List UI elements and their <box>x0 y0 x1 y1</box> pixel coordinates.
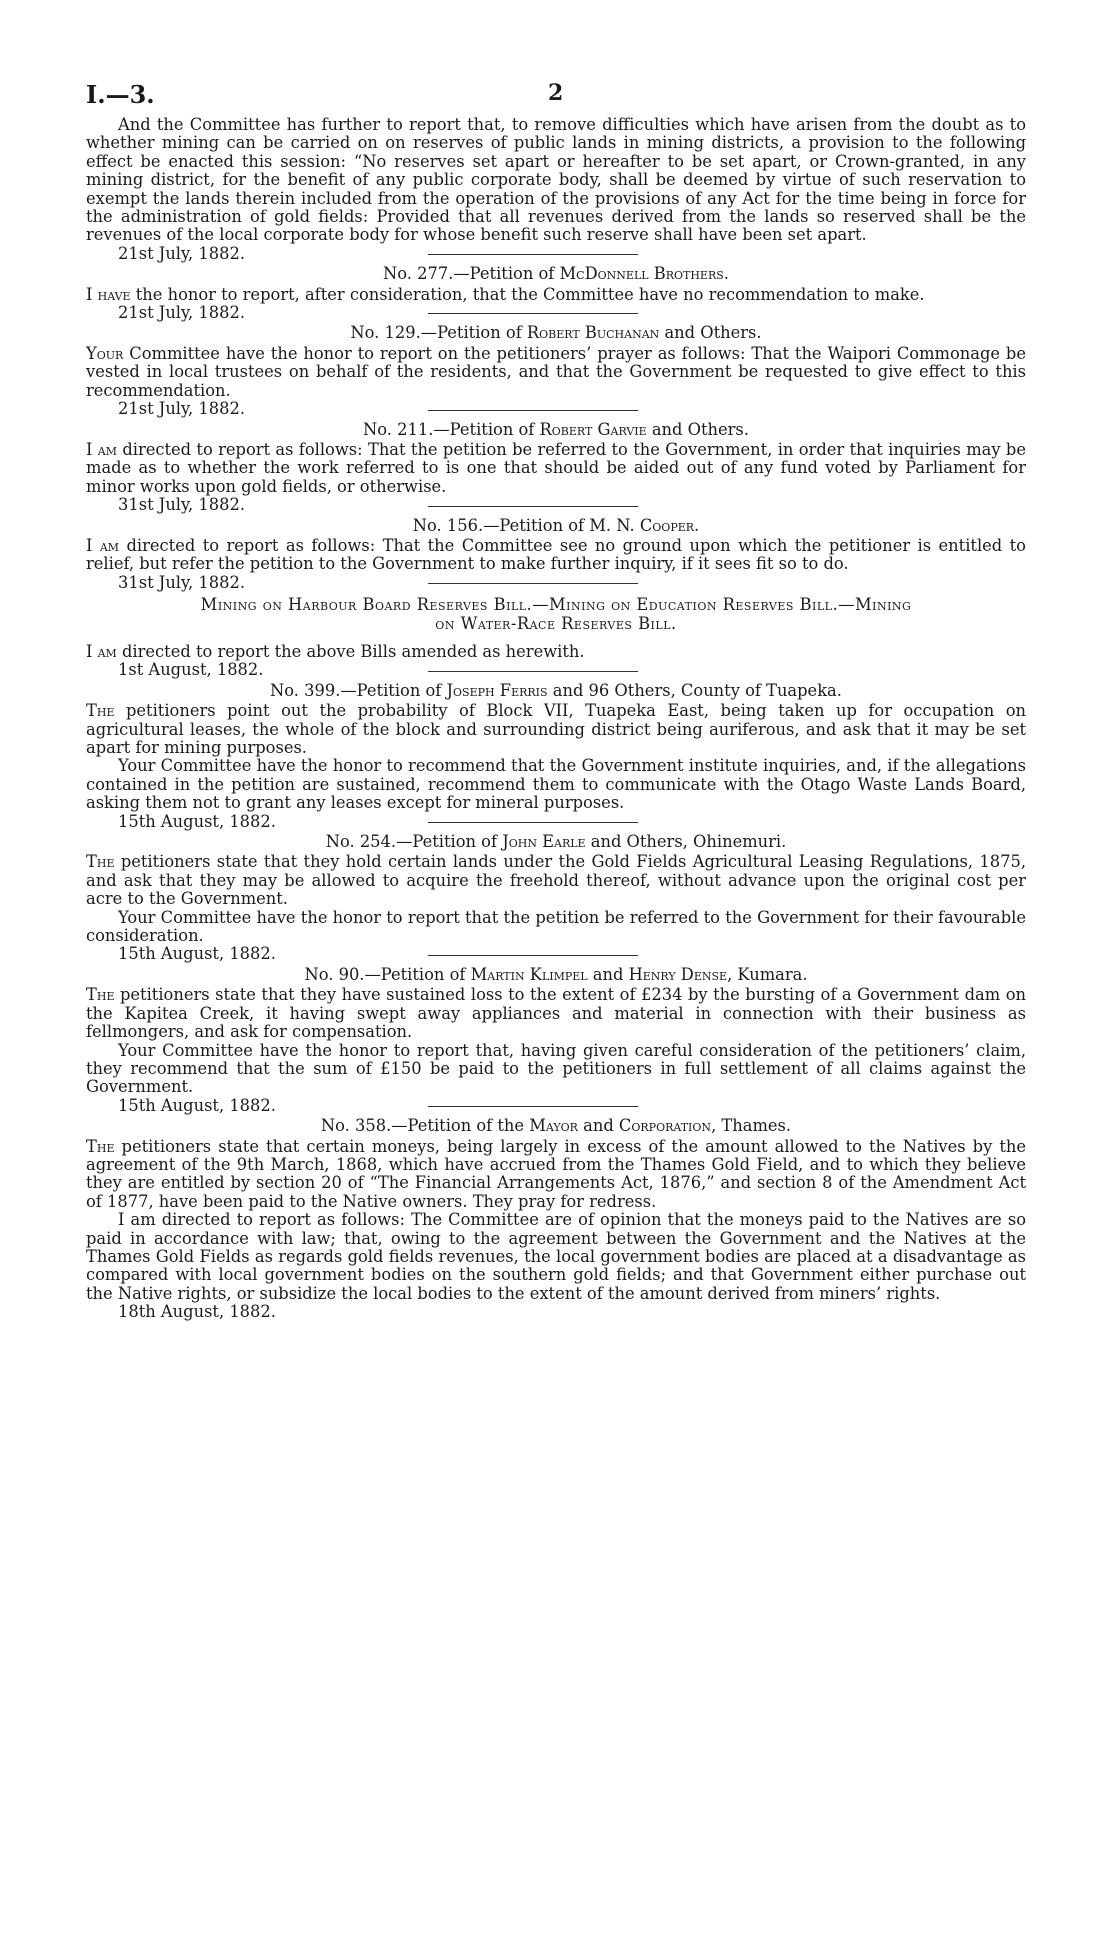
paragraph-body: petitioners state that certain moneys, being largely in excess of the amount allowed to the Natives by the agreement of the 9th March, 1868, which have accrued from the Thames Gold Field, and to which they believe they are entitled by section 20 of “The Financial Arrangements Act, 1876,” and section 8 of the Amendment Act of 1877, have been paid to the Native owners. They pray for redress. <box>86 1136 1026 1211</box>
petition-paragraph <box>86 853 1026 908</box>
section-rule <box>428 583 638 584</box>
petition-number: No. 277.—Petition of <box>383 264 560 284</box>
paragraph-lead: I have <box>86 284 131 304</box>
petition-heading <box>86 682 1026 700</box>
petition-number: No. 90.—Petition of <box>304 964 471 984</box>
paragraph-lead: The <box>86 1136 115 1156</box>
petition-date: 18th August, 1882. <box>118 1302 276 1322</box>
section-rule <box>428 410 638 411</box>
petition-paragraph <box>86 441 1026 496</box>
section-rule <box>428 671 638 672</box>
paragraph-body: the honor to report, after consideration, that the Committee have no recommendation to make. <box>130 284 925 304</box>
petition-heading-suffix: , Thames. <box>711 1116 792 1136</box>
paragraph-lead: The <box>86 701 115 721</box>
petition-section <box>86 832 1026 964</box>
petition-heading-joiner: and <box>587 964 629 984</box>
petition-heading-joiner: and <box>577 1116 619 1136</box>
section-rule <box>428 955 638 956</box>
paragraph-body: petitioners state that they have sustained loss to the extent of £234 by the bursting of a Government dam on the Kapitea Creek, it having swept away appliances and material in connection with their business as fellmongers, and ask for compensation. <box>86 985 1026 1042</box>
petition-date: 21st July, 1882. <box>118 399 246 419</box>
page-header <box>86 80 1026 116</box>
document-body <box>86 116 1026 1322</box>
petition-heading <box>86 833 1026 851</box>
intro-date: 21st July, 1882. <box>118 243 246 263</box>
petitioner-name: Martin Klimpel <box>470 964 588 984</box>
committee-report-paragraph: I am directed to report as follows: The Committee are of opinion that the moneys paid to the Natives are so paid in accordance with law; that, owing to the agreement between the Government and the Natives at the Thames Gold Fields as regards gold fields revenues, the local government bodies are placed at a disadvantage as compared with local government bodies on the southern gold fields; and that Government either purchase out the Native rights, or subsidize the local bodies to the extent of the amount derived from miners’ rights. <box>86 1210 1026 1303</box>
petition-section <box>86 323 1026 419</box>
petition-section <box>86 419 1026 515</box>
petition-paragraph <box>86 702 1026 757</box>
paragraph-lead: The <box>86 852 115 872</box>
petition-section <box>86 964 1026 1115</box>
petition-heading-suffix: . <box>723 264 729 284</box>
bills-heading <box>86 596 1026 633</box>
petition-number: No. 358.—Petition of the <box>320 1116 530 1136</box>
section-rule <box>428 313 638 314</box>
petition-section <box>86 1117 1026 1321</box>
page-number: 2 <box>548 80 564 106</box>
section-rule <box>428 1106 638 1107</box>
petitions-list <box>86 682 1026 1322</box>
petition-paragraph <box>86 345 1026 400</box>
petition-number: No. 156.—Petition of <box>412 515 590 535</box>
petition-heading-suffix: , Kumara. <box>727 964 808 984</box>
petition-heading-suffix: and Others. <box>646 419 749 439</box>
petitioner-name: Robert Garvie <box>539 419 647 439</box>
petition-paragraph <box>86 286 1026 304</box>
petition-heading <box>86 421 1026 439</box>
bills-paragraph <box>86 643 1026 661</box>
section-rule <box>428 822 638 823</box>
paragraph-body: directed to report as follows: That the Committee see no ground upon which the petitioner is entitled to relief, but refer the petition to the Government to make further inquiry, if it sees fit so to do. <box>86 535 1026 574</box>
petition-paragraph <box>86 537 1026 574</box>
paragraph-body: directed to report as follows: That the petition be referred to the Government, in order that inquiries may be made as to whether the work referred to is one that should be aided out of any fund voted by Parliament for minor works upon gold fields, or otherwise. <box>86 439 1026 496</box>
petitioner-name: John Earle <box>502 832 586 852</box>
petition-number: No. 211.—Petition of <box>363 419 540 439</box>
petition-heading-suffix: and Others. <box>659 323 762 343</box>
petitioner-name: McDonnell Brothers <box>559 264 724 284</box>
petition-section <box>86 515 1026 592</box>
petition-section <box>86 264 1026 323</box>
petition-paragraph <box>86 1138 1026 1212</box>
bills-lead: I am <box>86 641 117 661</box>
petition-number: No. 399.—Petition of <box>270 680 447 700</box>
section-rule <box>428 506 638 507</box>
bills-heading-line2: on Water-Race Reserves Bill. <box>435 613 677 633</box>
petition-heading <box>86 517 1026 535</box>
petitioner-name: Robert Buchanan <box>526 323 660 343</box>
petitioner-name: Joseph Ferris <box>446 680 548 700</box>
petitions-list <box>86 264 1026 592</box>
petition-heading-suffix: and Others, Ohinemuri. <box>585 832 787 852</box>
petition-heading <box>86 324 1026 342</box>
paragraph-body: Committee have the honor to report on the petitioners’ prayer as follows: That the Waipori Commonage be vested in local trustees on behalf of the residents, and that the Government be requested to give effect to this recommendation. <box>86 343 1026 400</box>
petitioner-name: Henry Dense <box>628 964 728 984</box>
petition-heading <box>86 265 1026 283</box>
petition-heading-suffix: and 96 Others, County of Tuapeka. <box>547 680 842 700</box>
petition-date: 31st July, 1882. <box>118 495 246 515</box>
paragraph-body: petitioners state that they hold certain lands under the Gold Fields Agricultural Leasing Regulations, 1875, and ask that they may be allowed to acquire the freehold thereof, without advance upon the original cost per acre to the Government. <box>86 852 1026 909</box>
paragraph-body: petitioners point out the probability of Block VII, Tuapeka East, being taken up for occupation on agricultural leases, the whole of the block and surrounding district being auriferous, and ask that it may be set apart for mining purposes. <box>86 701 1026 757</box>
section-rule <box>428 254 638 255</box>
document-id: I.—3. <box>86 80 155 109</box>
bills-date: 1st August, 1882. <box>118 660 264 680</box>
paragraph-lead: I am <box>86 439 117 459</box>
petition-heading <box>86 966 1026 984</box>
petitioner-name: Mayor <box>529 1116 578 1136</box>
petition-section <box>86 680 1026 831</box>
petition-date: 15th August, 1882. <box>118 811 276 831</box>
petition-number: No. 129.—Petition of <box>350 323 527 343</box>
petition-date: 15th August, 1882. <box>118 944 276 964</box>
petition-heading-suffix: . <box>694 515 700 535</box>
committee-report-paragraph: Your Committee have the honor to report that the petition be referred to the Government for their favourable consideration. <box>86 907 1026 946</box>
bills-body: directed to report the above Bills amended as herewith. <box>116 641 585 661</box>
paragraph-lead: I am <box>86 535 120 555</box>
bills-heading-line1: Mining on Harbour Board Reserves Bill.—Mining on Education Reserves Bill.—Mining <box>200 595 912 615</box>
committee-report-paragraph: Your Committee have the honor to report that, having given careful consideration of the petitioners’ claim, they recommend that the sum of £150 be paid to the petitioners in full settlement of all claims against the Government. <box>86 1040 1026 1097</box>
petitioner-name: Corporation <box>618 1116 712 1136</box>
paragraph-lead: Your <box>86 343 124 363</box>
petition-paragraph <box>86 986 1026 1041</box>
paragraph-lead: The <box>86 985 115 1005</box>
petition-heading <box>86 1117 1026 1135</box>
intro-paragraph: And the Committee has further to report that, to remove difficulties which have arisen from the doubt as to whether mining can be carried on on reserves of public lands in mining districts, a provision to the following effect be enacted this session: “No reserves set apart or hereafter to be set apart, or Crown-granted, in any mining district, for the benefit of any public corporate body, shall be deemed by virtue of such reservation to exempt the lands therein included from the operation of the provisions of any Act for the time being in force for the administration of gold fields: Provided that all revenues derived from the lands so reserved shall be the revenues of the local corporate body for whose benefit such reserve shall have been set apart. <box>86 115 1026 245</box>
petition-date: 21st July, 1882. <box>118 303 246 323</box>
petitioner-name: M. N. Cooper <box>589 515 695 535</box>
petition-date: 31st July, 1882. <box>118 572 246 592</box>
petition-date: 15th August, 1882. <box>118 1095 276 1115</box>
committee-report-paragraph: Your Committee have the honor to recommend that the Government institute inquiries, and, if the allegations contained in the petition are sustained, recommend them to communicate with the Otago Waste Lands Board, asking them not to grant any leases except for mineral purposes. <box>86 756 1026 813</box>
petition-number: No. 254.—Petition of <box>325 832 503 852</box>
